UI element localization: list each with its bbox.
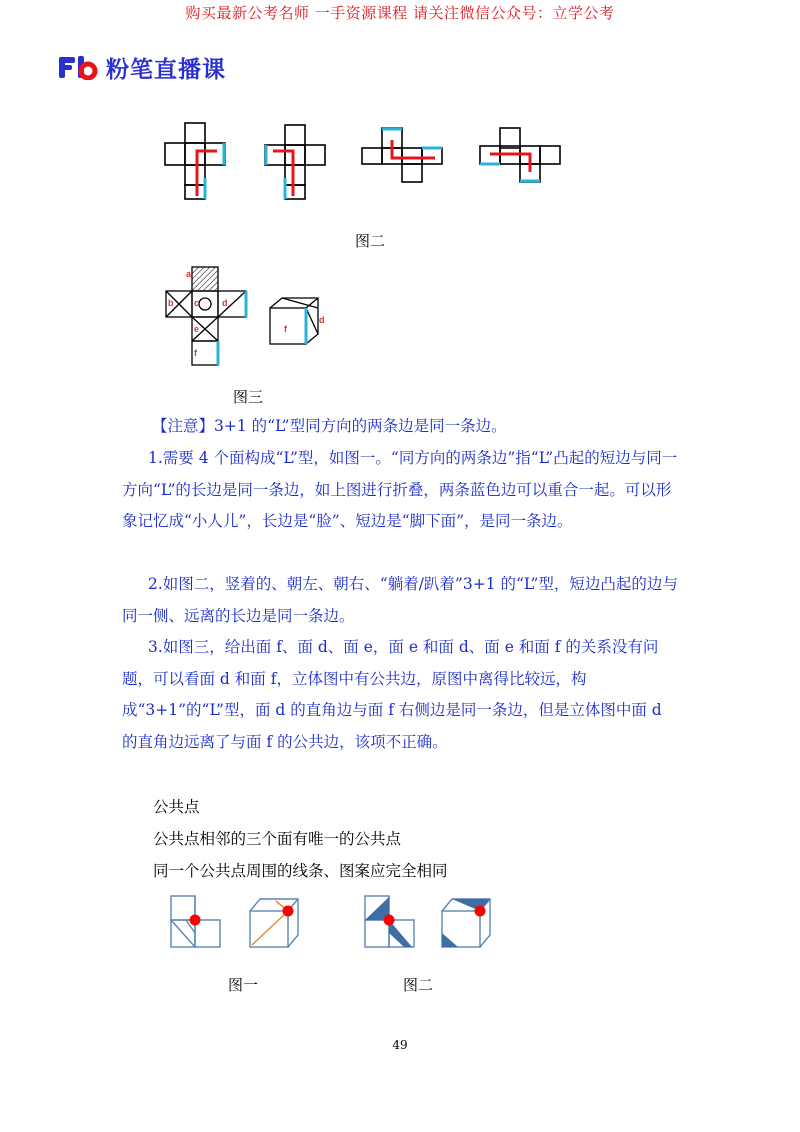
figure-two-caption: 图二 — [355, 232, 386, 250]
paragraph-1-text: 1.需要 4 个面构成“L”型，如图一。“同方向的两条边”指“L”凸起的短边与同一方向“L”的长边是同一条边，如上图进行折叠，两条蓝色边可以重合一起。可以形象记忆成“小人儿”，长边是“脸”、短边是“脚下面”，是同一条边。 — [122, 449, 678, 530]
paragraph-2-text: 2.如图二，竖着的、朝左、朝右、“躺着/趴着”3+1 的“L”型，短边凸起的边与同一侧、远离的长边是同一条边。 — [122, 575, 678, 625]
common-point-figure-one — [168, 893, 308, 955]
label-a: a — [186, 269, 192, 279]
common-point-figure-two — [362, 893, 502, 955]
label-c: c — [194, 298, 200, 308]
logo-text: 粉笔直播课 — [106, 56, 226, 83]
net-2 — [265, 125, 325, 199]
label-d: d — [222, 298, 228, 308]
fb-logo-icon — [58, 54, 98, 80]
figure-three-net-cube — [158, 262, 338, 372]
label-e: e — [194, 324, 200, 334]
note-line: 【注意】3+1 的“L”型同方向的两条边是同一条边。 — [152, 417, 507, 435]
bottom-figure-one-caption: 图一 — [228, 976, 259, 994]
rule-line-2: 同一个公共点周围的线条、图案应完全相同 — [153, 862, 448, 880]
cube-label-f: f — [284, 324, 287, 334]
figure-two-nets — [160, 118, 570, 210]
paragraph-2 — [122, 569, 682, 632]
paragraph-3-text: 3.如图三，给出面 f、面 d、面 e，面 e 和面 d、面 e 和面 f 的关系没有问题，可以看面 d 和面 f，立体图中有公共边，原图中离得比较远，构成“3+1”的“L”型，面 d 的直角边与面 f 右侧边是同一条边，但是立体图中面 d 的直角边远离了与面 f 的公共边，该项不正确。 — [122, 638, 662, 751]
net-1 — [165, 123, 225, 199]
cube-view — [270, 298, 318, 344]
paragraph-3 — [122, 632, 682, 758]
cube-label-d: d — [319, 315, 325, 325]
watermark-text: 购买最新公考名师 一手资源课程 请关注微信公众号：立学公考 — [185, 4, 615, 22]
label-b: b — [168, 298, 174, 308]
page-number: 49 — [392, 1038, 408, 1052]
brand-logo — [58, 52, 226, 82]
section-title: 公共点 — [153, 798, 200, 816]
net-3 — [362, 128, 442, 182]
label-f: f — [194, 348, 197, 358]
paragraph-1 — [122, 443, 682, 538]
rule-line-1: 公共点相邻的三个面有唯一的公共点 — [153, 830, 402, 848]
figure-three-caption: 图三 — [233, 388, 264, 406]
bottom-figure-two-caption: 图二 — [403, 976, 434, 994]
